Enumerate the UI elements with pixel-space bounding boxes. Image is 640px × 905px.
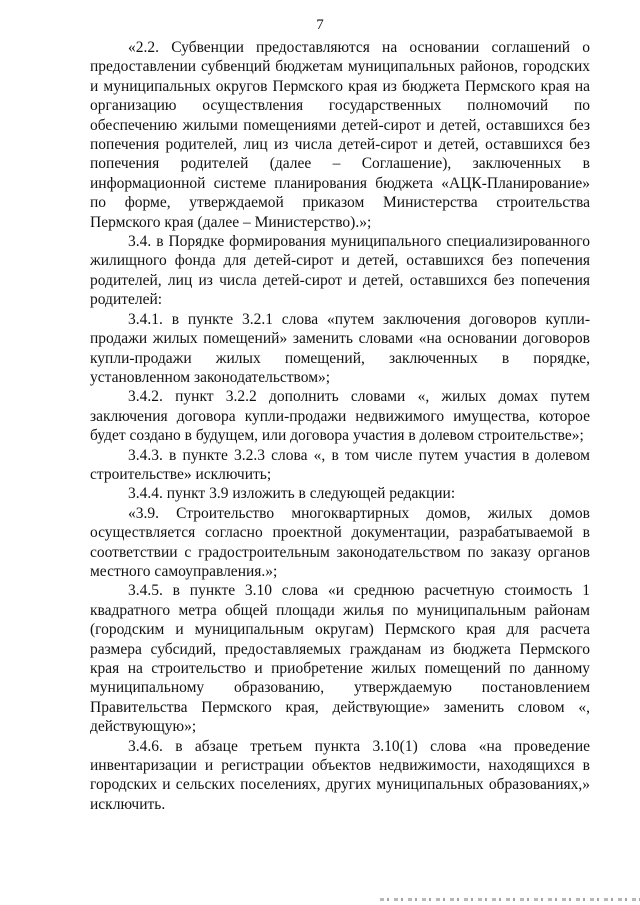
- paragraph-3-4-3: 3.4.3. в пункте 3.2.3 слова «, в том числе путем участия в долевом строительстве» исключить;: [90, 446, 590, 483]
- paragraph-3-4-1: 3.4.1. в пункте 3.2.1 слова «путем заключения договоров купли-продажи жилых помещений» заменить словами «на основании договоров купли-продажи жилых помещений, заключенных в порядке, установленном законодательством»;: [90, 310, 590, 386]
- paragraph-2-2: «2.2. Субвенции предоставляются на основании соглашений о предоставлении субвенций бюджетам муниципальных районов, городских и муниципальных округов Пермского края из бюджета Пермского края на организацию осуществления государственных полномочий по обеспечению жилыми помещениями детей-сирот и детей, оставшихся без попечения родителей, лиц из числа детей-сирот и детей, оставшихся без попечения родителей (далее – Соглашение), заключенных в информационной системе планирования бюджета «АЦК-Планирование» по форме, утверждаемой приказом Министерства строительства Пермского края (далее – Министерство).»;: [90, 39, 590, 231]
- paragraph-3-4: 3.4. в Порядке формирования муниципального специализированного жилищного фонда для детей-сирот и детей, оставшихся без попечения родителей, лиц из числа детей-сирот и детей, оставшихся без попечения родителей:: [90, 233, 590, 309]
- document-body: [90, 38, 590, 814]
- paragraph-3-4-4: 3.4.4. пункт 3.9 изложить в следующей редакции:: [128, 485, 456, 503]
- paragraph-3-4-2: 3.4.2. пункт 3.2.2 дополнить словами «, жилых домах путем заключения договора купли-продажи недвижимого имущества, которое будет создано в будущем, или договора участия в долевом строительстве»;: [90, 388, 590, 445]
- paragraph-3-4-5: 3.4.5. в пункте 3.10 слова «и среднюю расчетную стоимость 1 квадратного метра общей площади жилья по муниципальным районам (городским и муниципальным округам) Пермского края для расчета размера субсидий, предоставляемых гражданам из бюджета Пермского края на строительство и приобретение жилых помещений по данному муниципальному образованию, утверждаемую постановлением Правительства Пермского края, действующие» заменить словом «, действующую»;: [90, 582, 590, 736]
- paragraph-3-9-quote: «3.9. Строительство многоквартирных домов, жилых домов осуществляется согласно проектной документации, разрабатываемой в соответствии с градостроительным законодательством по заказу органов местного самоуправления.»;: [90, 504, 590, 580]
- page-number: 7: [316, 17, 324, 33]
- paragraph-3-4-6: 3.4.6. в абзаце третьем пункта 3.10(1) слова «на проведение инвентаризации и регистрации объектов недвижимости, находящихся в городских и сельских поселениях, других муниципальных образованиях,» исключить.: [90, 737, 590, 813]
- scan-artifact: [380, 898, 640, 901]
